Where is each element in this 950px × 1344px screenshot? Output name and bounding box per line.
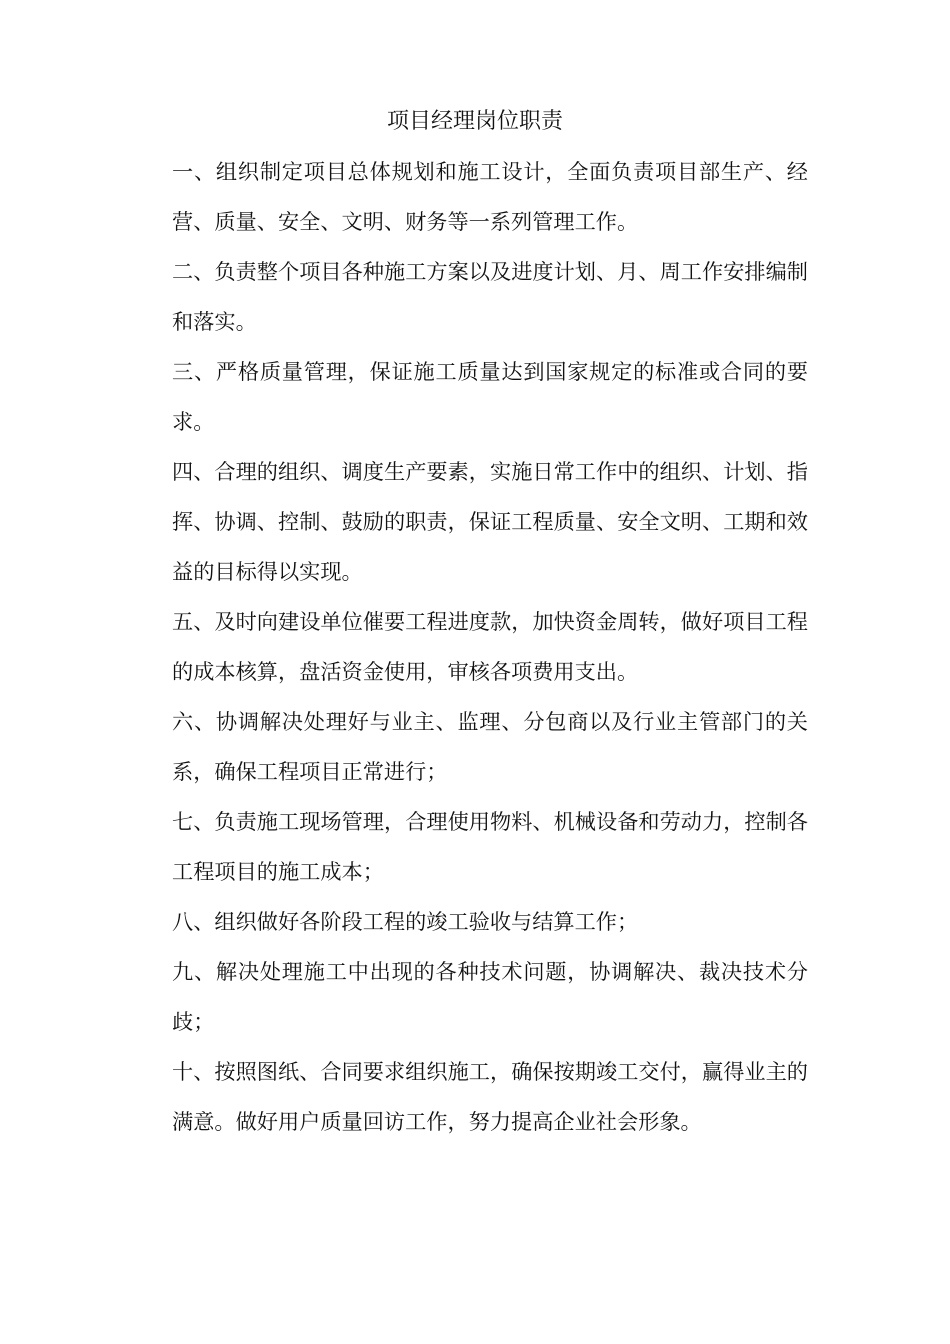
list-item-2: 二、负责整个项目各种施工方案以及进度计划、月、周工作安排编制和落实。 <box>172 259 808 334</box>
list-item-1: 一、组织制定项目总体规划和施工设计，全面负责项目部生产、经营、质量、安全、文明、财务等一系列管理工作。 <box>172 159 808 234</box>
list-item-10: 十、按照图纸、合同要求组织施工，确保按期竣工交付，赢得业主的满意。做好用户质量回访工作，努力提高企业社会形象。 <box>172 1059 808 1134</box>
list-item-9: 九、解决处理施工中出现的各种技术问题，协调解决、裁决技术分歧； <box>172 959 808 1034</box>
list-item-8: 八、组织做好各阶段工程的竣工验收与结算工作； <box>172 909 639 934</box>
responsibilities-list <box>172 147 808 1147</box>
list-item-6: 六、协调解决处理好与业主、监理、分包商以及行业主管部门的关系，确保工程项目正常进行； <box>172 709 808 784</box>
list-item-7: 七、负责施工现场管理，合理使用物料、机械设备和劳动力，控制各工程项目的施工成本； <box>172 809 808 884</box>
list-item-5: 五、及时向建设单位催要工程进度款，加快资金周转，做好项目工程的成本核算，盘活资金使用，审核各项费用支出。 <box>172 609 808 684</box>
list-item-3: 三、严格质量管理，保证施工质量达到国家规定的标准或合同的要求。 <box>172 359 808 434</box>
page-title: 项目经理岗位职责 <box>386 109 563 134</box>
list-item-4: 四、合理的组织、调度生产要素，实施日常工作中的组织、计划、指挥、协调、控制、鼓励的职责，保证工程质量、安全文明、工期和效益的目标得以实现。 <box>172 459 808 584</box>
